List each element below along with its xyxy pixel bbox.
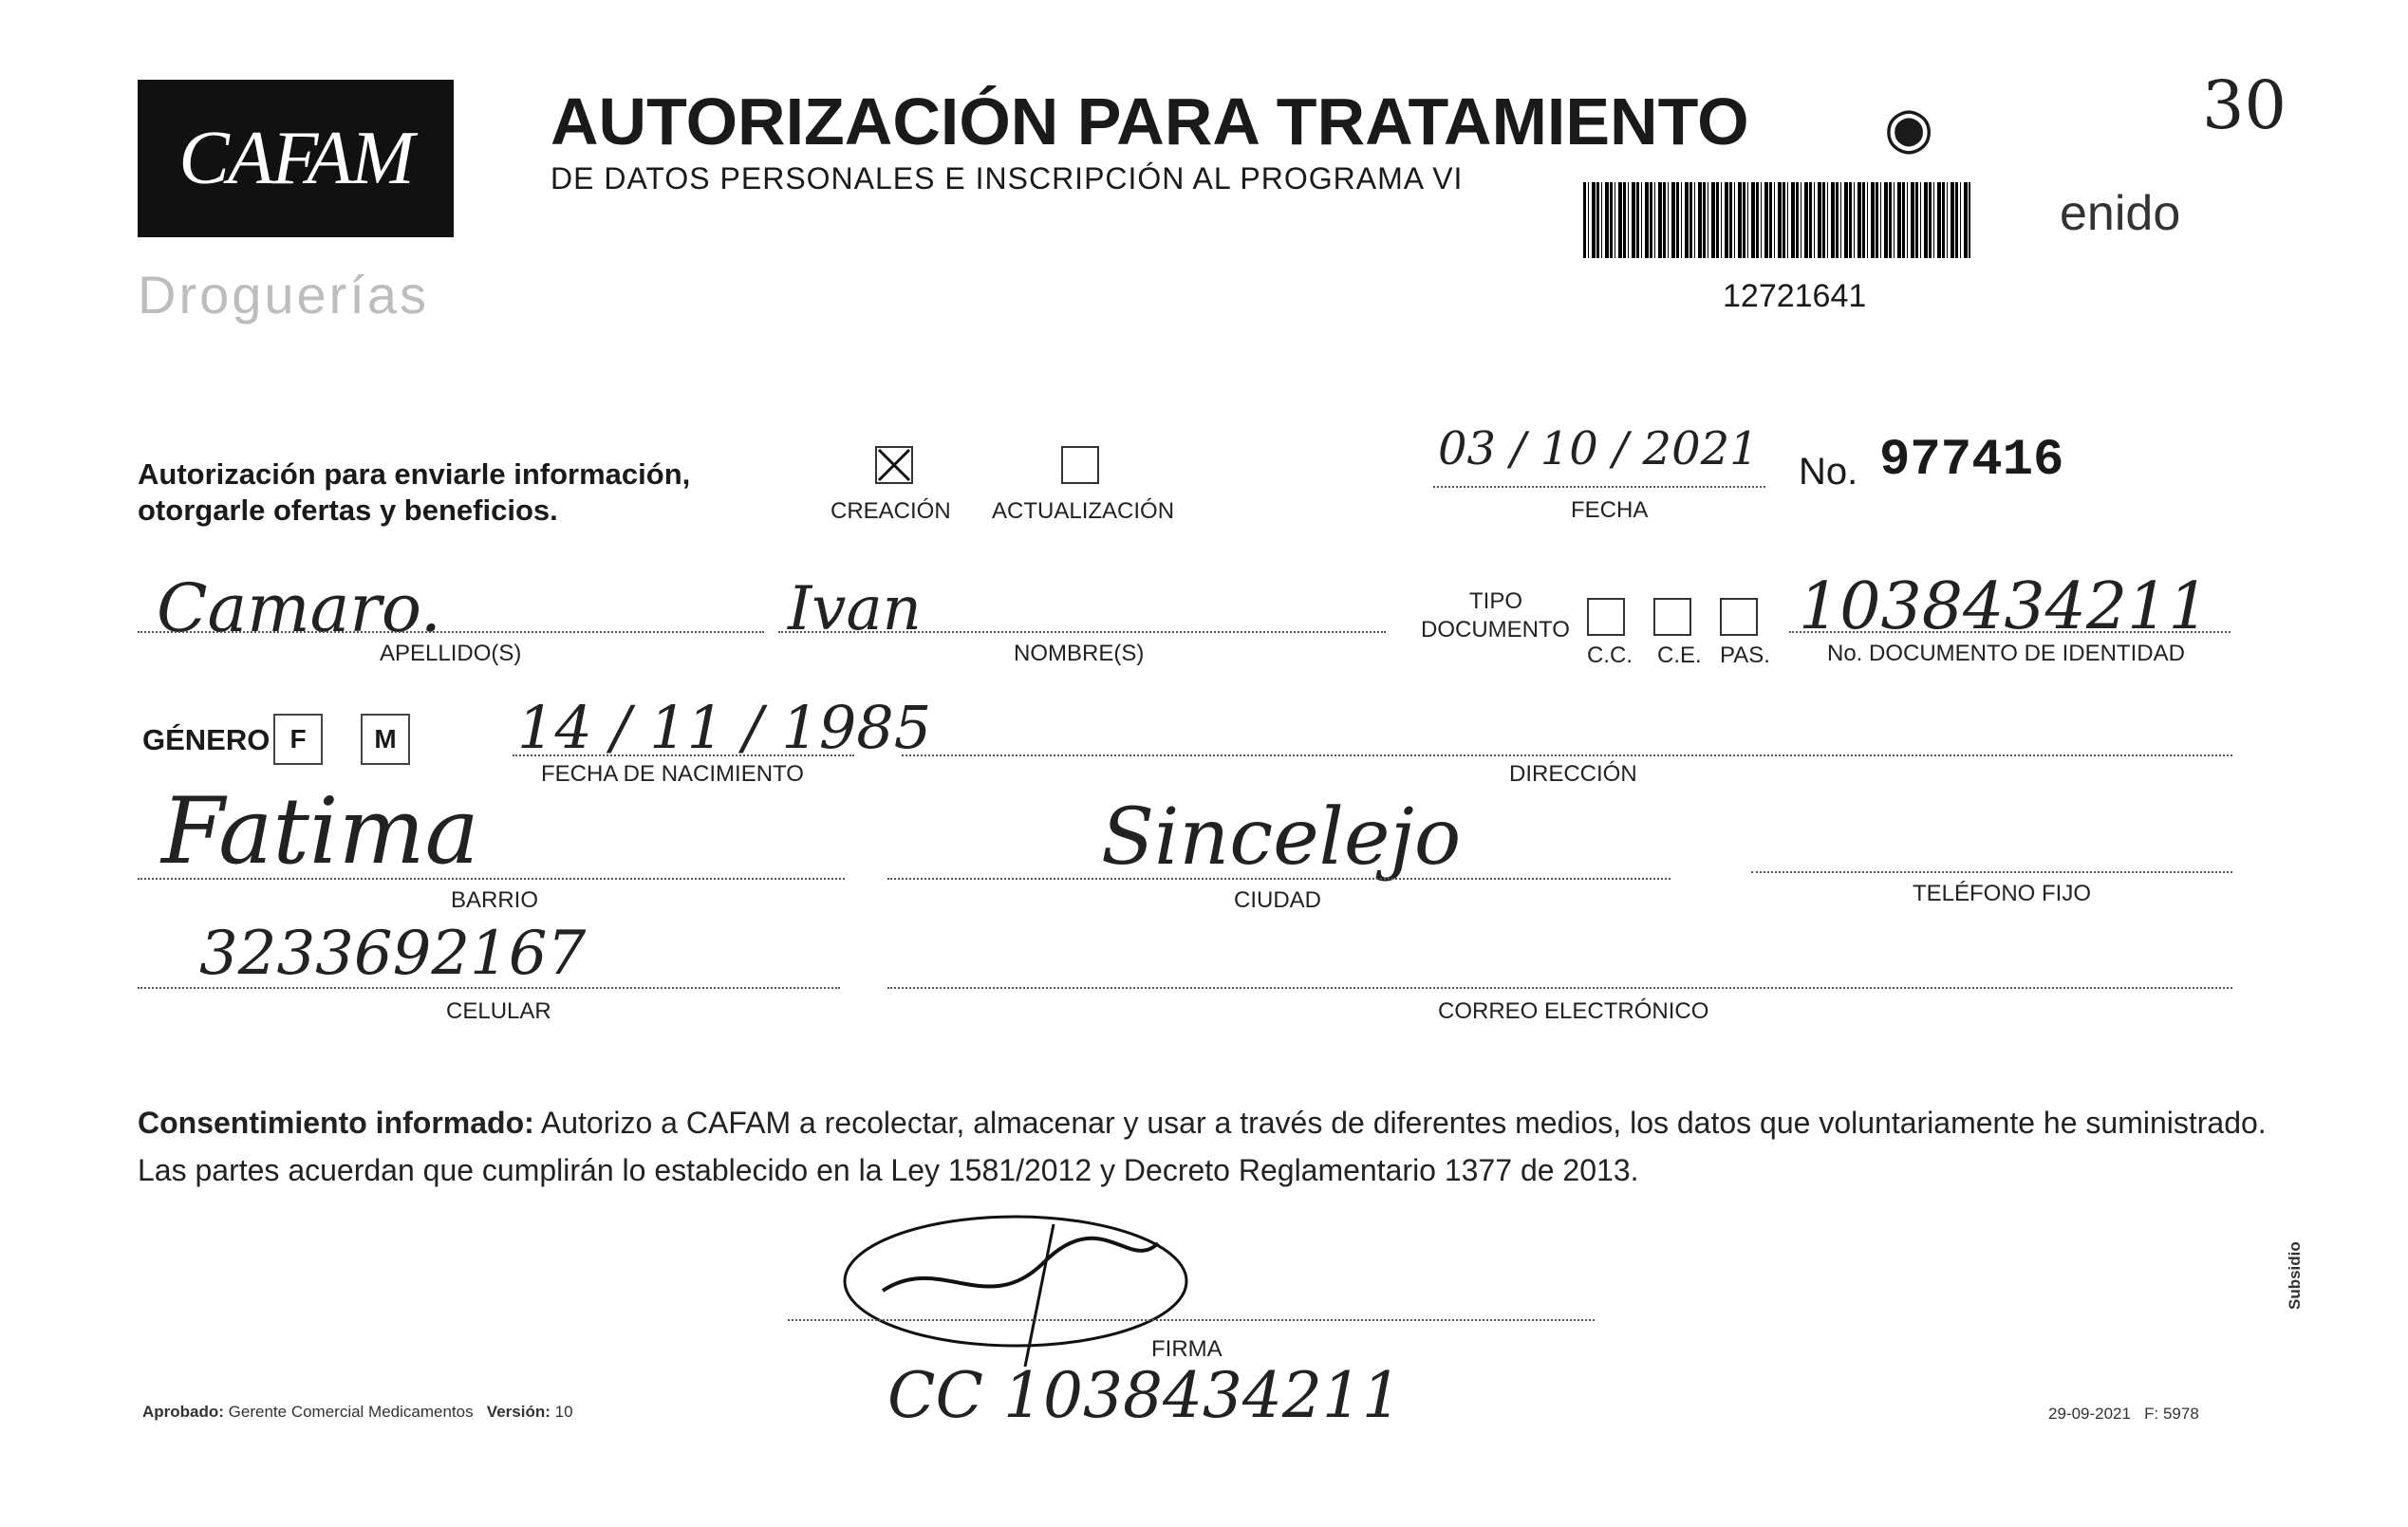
sub-brand: Droguerías (138, 265, 430, 325)
firma-label: FIRMA (1151, 1336, 1223, 1362)
form-number: 977416 (1879, 432, 2064, 490)
eye-scribble: ◉ (1884, 95, 1934, 161)
date-value: 03 / 10 / 2021 (1438, 422, 1759, 475)
documento-value: 1038434211 (1799, 569, 2210, 644)
genero-f-box[interactable]: F (273, 714, 323, 765)
telefono-label: TELÉFONO FIJO (1913, 881, 2092, 906)
ciudad-value: Sincelejo (1101, 792, 1462, 883)
footer-codes: 29-09-2021 F: 5978 (2048, 1405, 2199, 1423)
celular-value: 3233692167 (199, 919, 587, 989)
barrio-label: BARRIO (451, 887, 539, 913)
signature-cc: CC 1038434211 (887, 1359, 1402, 1432)
authorization-line2: otorgarle ofertas y beneficios. (138, 493, 558, 527)
ce-checkbox[interactable] (1653, 598, 1691, 636)
cafam-logo: CAFAM (138, 80, 454, 237)
actualizacion-checkbox[interactable] (1061, 446, 1099, 484)
copy-number: 30 (2202, 66, 2287, 144)
genero-label: GÉNERO (142, 723, 271, 756)
side-subsidio: Subsidio (2286, 1241, 2304, 1310)
barcode (1583, 182, 1970, 258)
apellidos-label: APELLIDO(S) (380, 641, 522, 666)
direccion-label: DIRECCIÓN (1509, 761, 1637, 787)
apellidos-value: Camaro. (157, 569, 442, 647)
creacion-label: CREACIÓN (831, 498, 951, 524)
cc-checkbox[interactable] (1587, 598, 1625, 636)
actualizacion-label: ACTUALIZACIÓN (992, 498, 1175, 524)
pas-checkbox[interactable] (1720, 598, 1758, 636)
form-title: AUTORIZACIÓN PARA TRATAMIENTO (551, 84, 1749, 158)
consent-line2: Las partes acuerdan que cumplirán lo establecido en la Ley 1581/2012 y Decreto Reglamentario 1377 de 2013. (138, 1153, 1639, 1187)
consent-line1: Consentimiento informado: Autorizo a CAFAM a recolectar, almacenar y usar a través de diferentes medios, los datos que voluntariamente he suministrado. (138, 1106, 2267, 1140)
genero-m-box[interactable]: M (361, 714, 410, 765)
celular-label: CELULAR (446, 998, 551, 1024)
barrio-value: Fatima (161, 778, 479, 885)
no-label: No. (1799, 451, 1858, 493)
cc-label: C.C. (1587, 642, 1633, 668)
aprobado: Aprobado: Gerente Comercial Medicamentos Versión: 10 (142, 1403, 573, 1421)
fecha-label: FECHA (1571, 497, 1649, 523)
tipo-documento-label1: TIPO (1469, 588, 1523, 614)
consent-title: Consentimiento informado: (138, 1106, 534, 1140)
authorization-line1: Autorización para enviarle información, (138, 457, 691, 491)
form-subtitle: DE DATOS PERSONALES E INSCRIPCIÓN AL PROGRAMA VI (551, 161, 1464, 196)
nacimiento-label: FECHA DE NACIMIENTO (541, 761, 804, 787)
nacimiento-value: 14 / 11 / 1985 (517, 693, 932, 762)
pas-label: PAS. (1720, 642, 1770, 668)
ce-label: C.E. (1657, 642, 1702, 668)
documento-label: No. DOCUMENTO DE IDENTIDAD (1827, 641, 2185, 666)
nombres-value: Ivan (788, 574, 922, 644)
ciudad-label: CIUDAD (1234, 887, 1322, 913)
barcode-number: 12721641 (1723, 278, 1867, 314)
correo-label: CORREO ELECTRÓNICO (1438, 998, 1709, 1024)
check-mark-icon (877, 448, 911, 482)
nombres-label: NOMBRE(S) (1014, 641, 1145, 666)
creacion-checkbox[interactable] (875, 446, 913, 484)
tipo-documento-label2: DOCUMENTO (1421, 617, 1570, 642)
side-word: enido (2060, 186, 2181, 241)
